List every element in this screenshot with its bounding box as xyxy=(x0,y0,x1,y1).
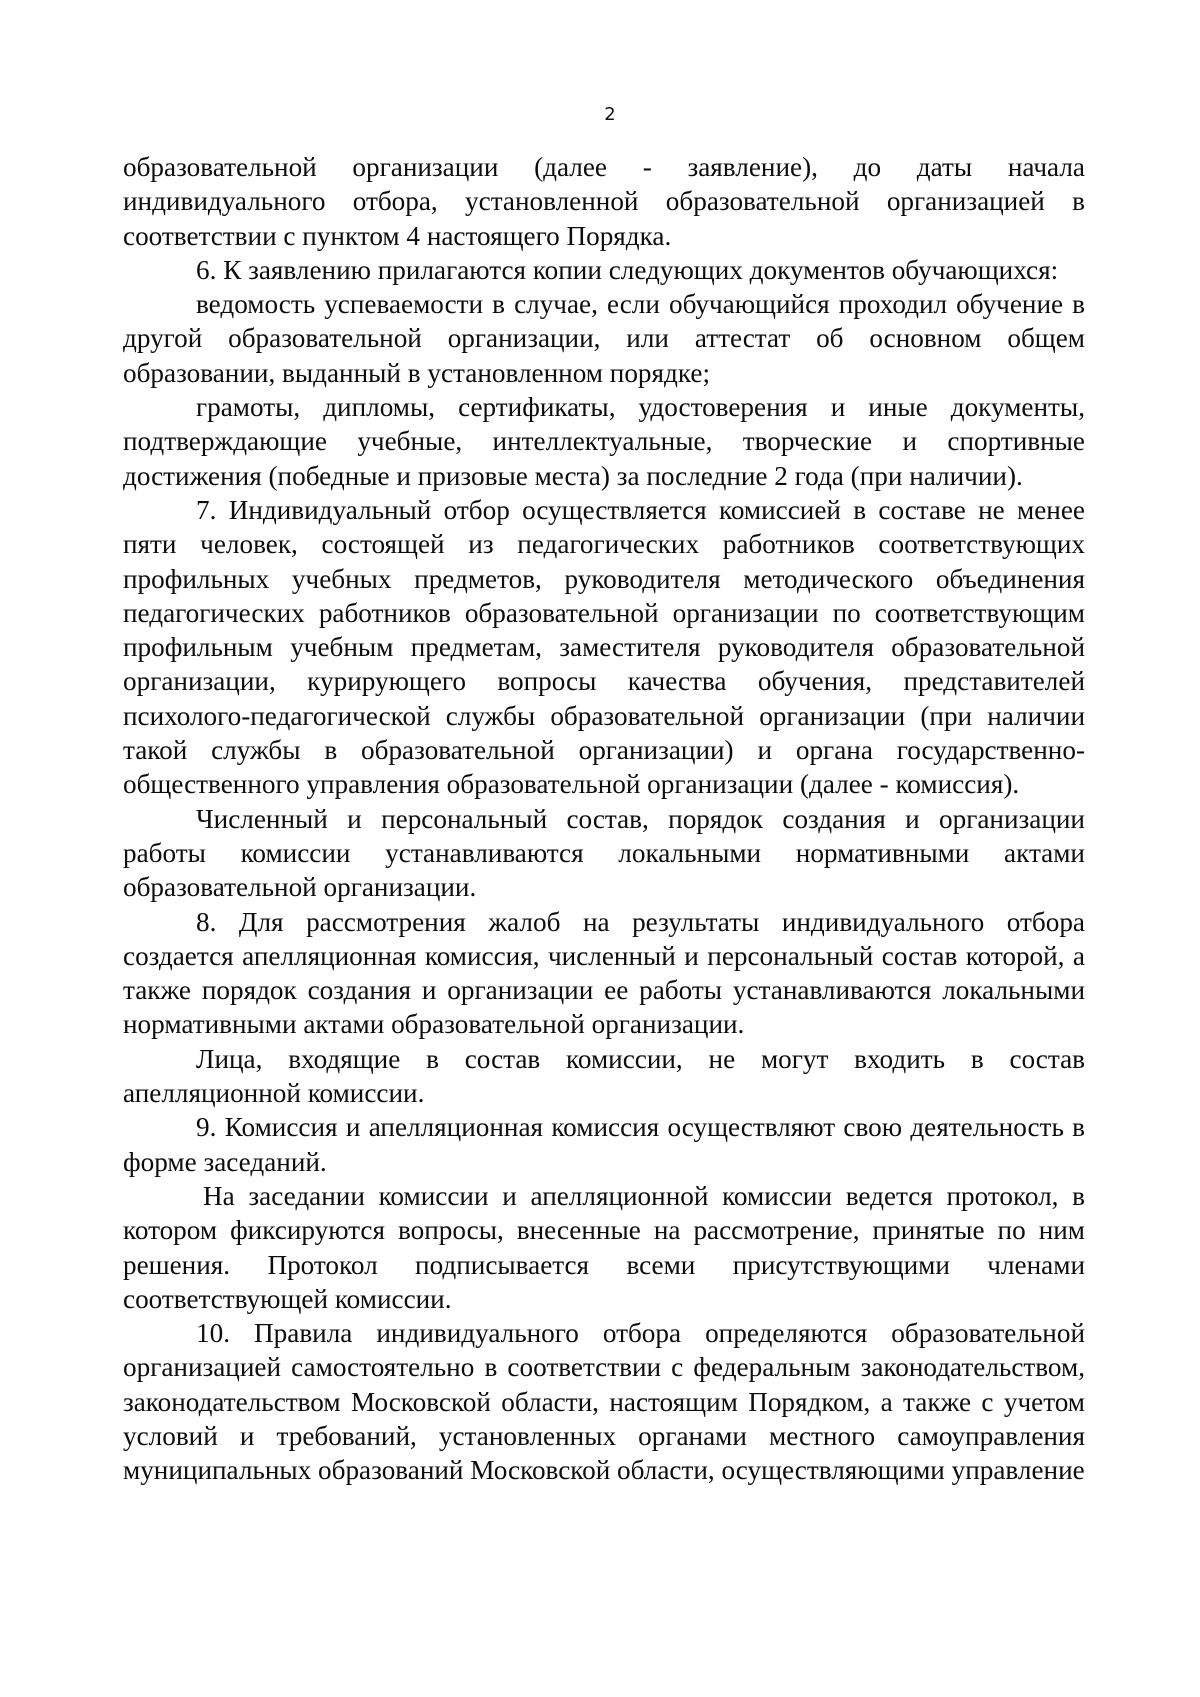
paragraph-certificates: грамоты, дипломы, сертификаты, удостоверения и иные документы, подтверждающие учебные, интеллектуальные, творческие и спортивные достижения (победные и призовые места) за последние 2 года (при наличии). xyxy=(123,392,1085,491)
paragraph-item-7: 7. Индивидуальный отбор осуществляется комиссией в составе не менее пяти человек, состоящей из педагогических работников соответствующих профильных учебных предметов, руководителя методического объединения педагогических работников образовательной организации по соответствующим профильным учебным предметам, заместителя руководителя образовательной организации, курирующего вопросы качества обучения, представителей психолого-педагогической службы образовательной организации (при наличии такой службы в образовательной организации) и органа государственно-общественного управления образовательной организации (далее - комиссия). xyxy=(123,494,1085,800)
paragraph-commission-members: Лица, входящие в состав комиссии, не могут входить в состав апелляционной комиссии. xyxy=(123,1043,1085,1109)
document-body xyxy=(123,150,1085,1488)
paragraph-application-deadline: образовательной организации (далее - заявление), до даты начала индивидуального отбора, установленной образовательной организацией в соответствии с пунктом 4 настоящего Порядка. xyxy=(123,152,1085,251)
paragraph-grade-report: ведомость успеваемости в случае, если обучающийся проходил обучение в другой образовательной организации, или аттестат об основном общем образовании, выданный в установленном порядке; xyxy=(123,289,1085,388)
paragraph-item-9: 9. Комиссия и апелляционная комиссия осуществляют свою деятельность в форме заседаний. xyxy=(123,1112,1085,1177)
paragraph-item-8: 8. Для рассмотрения жалоб на результаты индивидуального отбора создается апелляционная комиссия, численный и персональный состав которой, а также порядок создания и организации ее работы устанавливаются локальными нормативными актами образовательной организации. xyxy=(123,906,1085,1040)
page-number: 2 xyxy=(604,104,616,125)
paragraph-commission-composition: Численный и персональный состав, порядок создания и организации работы комиссии устанавливаются локальными нормативными актами образовательной организации. xyxy=(123,803,1085,903)
paragraph-item-6: 6. К заявлению прилагаются копии следующих документов обучающихся: xyxy=(196,254,1059,285)
paragraph-protocol: На заседании комиссии и апелляционной комиссии ведется протокол, в котором фиксируются вопросы, внесенные на рассмотрение, принятые по ним решения. Протокол подписывается всеми присутствующими членами соответствующей комиссии. xyxy=(123,1180,1085,1314)
paragraph-item-10: 10. Правила индивидуального отбора определяются образовательной организацией самостоятельно в соответствии с федеральным законодательством, законодательством Московской области, настоящим Порядком, а также с учетом условий и требований, установленных органами местного самоуправления муниципальных образований Московской области, осуществляющими управление xyxy=(123,1318,1085,1486)
